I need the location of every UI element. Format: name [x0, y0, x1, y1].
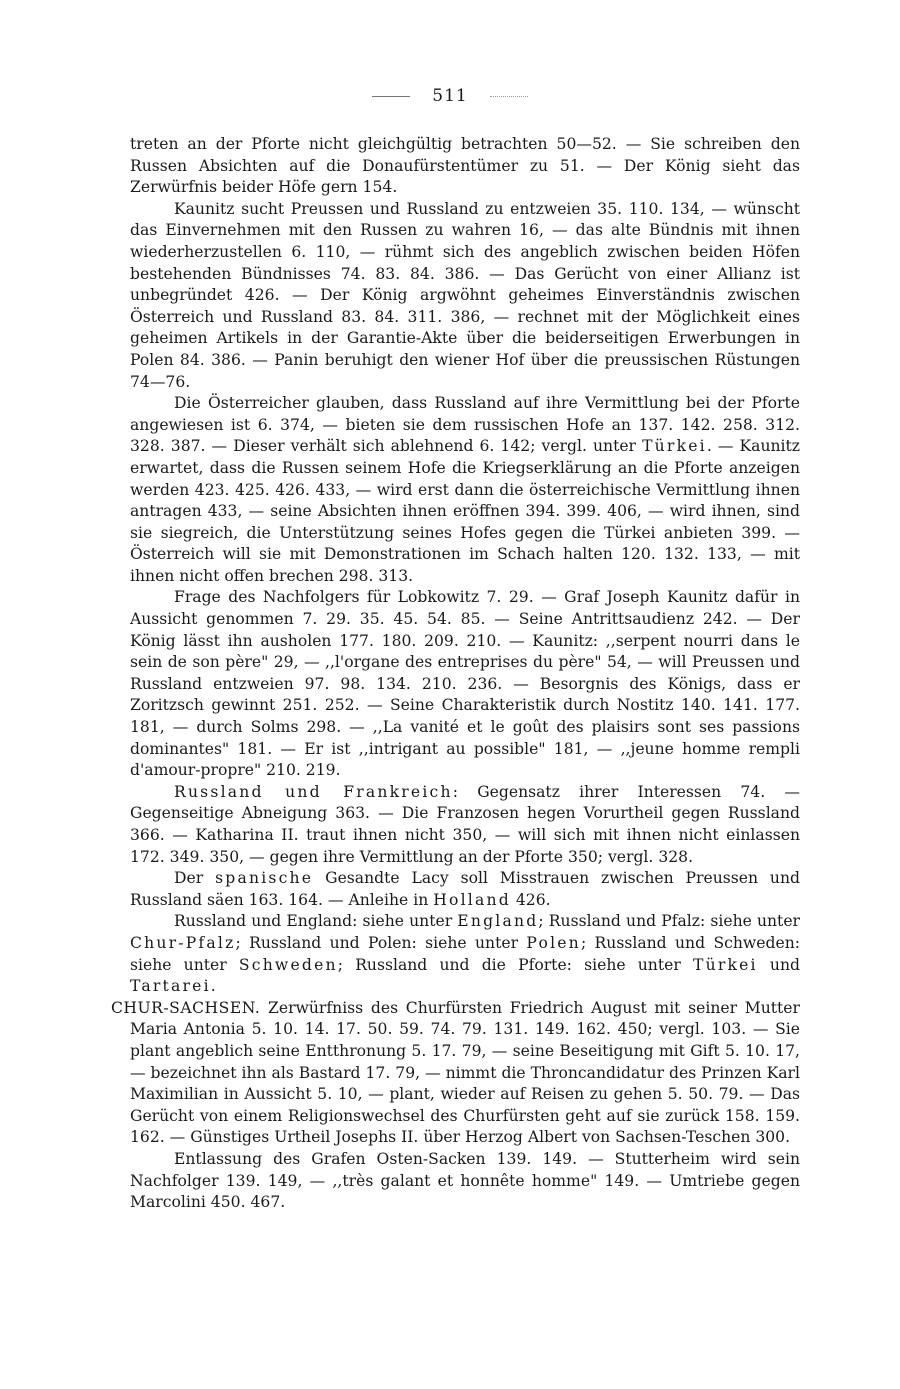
- index-paragraph: [130, 587, 800, 781]
- text-segment: ; Russland und die Pforte: siehe unter: [337, 955, 693, 974]
- text-segment: Frage des Nachfolgers für Lobkowitz 7. 29. — Graf Joseph Kaunitz dafür in Aussicht genommen 7. 29. 35. 45. 54. 85. — Seine Antrittsaudienz 242. — Der König lässt ihn ausholen 177. 180. 209. 210. — Kaunitz: ,,serpent nourri dans le sein de son père" 29, — ,,l'organe des entreprises du père" 54, — will Preussen und Russland entzweien 97. 98. 134. 210. 236. — Besorgnis des Königs, dass er Zoritzsch gewinnt 251. 252. — Seine Charakteristik durch Nostitz 140. 141. 177. 181, — durch Solms 298. — ,,La vanité et le goût des plaisirs sont ses passions dominantes" 181. — Er ist ,,intrigant au possible" 181, — ,,jeune homme rempli d'amour-propre" 210. 219.: [130, 588, 800, 780]
- text-segment: .: [210, 977, 216, 996]
- cross-reference: Russland und Frankreich: [174, 782, 453, 801]
- text-segment: Die Österreicher glauben, dass Russland auf ihre Vermittlung bei der Pforte angewiesen ist 6. 374, — bieten sie dem russischen Hofe an 137. 142. 258. 312. 328. 387. — Dieser verhält sich ablehnend 6. 142; vergl. unter: [130, 394, 800, 456]
- text-segment: ; Russland und Schweden: siehe unter: [130, 933, 800, 974]
- page-number: 511: [432, 86, 468, 106]
- text-segment: und: [757, 955, 800, 974]
- text-segment: Russland und England: siehe unter: [174, 912, 458, 931]
- cross-reference: Polen: [526, 933, 581, 952]
- index-paragraph: [130, 134, 800, 199]
- cross-reference: spanische: [215, 869, 314, 888]
- cross-reference: Tartarei: [130, 977, 211, 996]
- cross-reference: Türkei: [692, 955, 758, 974]
- text-segment: : Gegensatz ihrer Interessen 74. — Gegenseitige Abneigung 363. — Die Franzosen hegen Vorurtheil gegen Russland 366. — Katharina II. traut ihnen nicht 350, — will sich mit ihnen nicht einlassen 172. 349. 350, — gegen ihre Vermittlung an der Pforte 350; vergl. 328.: [130, 782, 800, 866]
- body-text: [111, 134, 801, 1214]
- index-paragraph: [130, 782, 800, 868]
- index-entry-paragraph: [111, 998, 800, 1149]
- index-paragraph: [130, 393, 800, 587]
- text-segment: Kaunitz sucht Preussen und Russland zu entzweien 35. 110. 134, — wünscht das Einvernehmen mit den Russen zu wahren 16, — das alte Bündnis mit ihnen wiederherzustellen 6. 110, — rühmt sich des angeblich zwischen beiden Höfen bestehenden Bündnisses 74. 83. 84. 386. — Das Gerücht von einer Allianz ist unbegründet 426. — Der König argwöhnt geheimes Einverständnis zwischen Österreich und Russland 83. 84. 311. 386, — rechnet mit der Möglichkeit eines geheimen Artikels in der Garantie-Akte über die beiderseitigen Erwerbungen in Polen 84. 386. — Panin beruhigt den wiener Hof über die preussischen Rüstungen 74—76.: [130, 199, 800, 391]
- text-segment: Der: [174, 869, 216, 888]
- index-paragraph: [130, 911, 800, 997]
- index-paragraph: [130, 1149, 800, 1214]
- text-segment: 426.: [510, 890, 551, 909]
- cross-reference: Chur-Pfalz: [130, 933, 236, 952]
- page-header: [0, 86, 900, 106]
- text-segment: Zerwürfniss des Churfürsten Friedrich August mit seiner Mutter Maria Antonia 5. 10. 14. 17. 50. 59. 74. 79. 131. 149. 162. 450; vergl. 103. — Sie plant angeblich seine Entthronung 5. 17. 79, — seine Beseitigung mit Gift 5. 10. 17, — bezeichnet ihn als Bastard 17. 79, — nimmt die Throncandidatur des Prinzen Karl Maximilian in Aussicht 5. 10, — plant, wieder auf Reisen zu gehen 5. 50. 79. — Das Gerücht von einem Religionswechsel des Churfürsten geht auf sie zurück 158. 159. 162. — Günstiges Urtheil Josephs II. über Herzog Albert von Sachsen-Teschen 300.: [130, 998, 800, 1147]
- cross-reference: Türkei: [642, 437, 707, 456]
- text-segment: ; Russland und Pfalz: siehe unter: [538, 912, 801, 931]
- text-segment: Entlassung des Grafen Osten-Sacken 139. 149. — Stutterheim wird sein Nachfolger 139. 149, — ,,très galant et honnête homme" 149. — Umtriebe gegen Marcolini 450. 467.: [130, 1149, 800, 1212]
- cross-reference: Schweden: [238, 955, 338, 974]
- index-paragraph: [130, 868, 800, 911]
- text-segment: ; Russland und Polen: siehe unter: [235, 933, 527, 952]
- text-segment: Gesandte Lacy soll Misstrauen zwischen Preussen und Russland säen 163. 164. — Anleihe in: [130, 869, 800, 909]
- index-paragraph: [130, 199, 800, 393]
- cross-reference: England: [457, 912, 539, 931]
- text-segment: . — Kaunitz erwartet, dass die Russen seinem Hofe die Kriegserklärung an die Pforte anzeigen werden 423. 425. 426. 433, — wird erst dann die österreichische Vermittlung ihnen antragen 433, — seine Absichten ihnen eröffnen 394. 399. 406, — wird ihnen, sind sie siegreich, die Unterstützung seines Hofes gegen die Türkei anbieten 399. — Österreich will sie mit Demonstrationen im Schach halten 120. 132. 133, — mit ihnen nicht offen brechen 298. 313.: [130, 437, 801, 585]
- text-segment: treten an der Pforte nicht gleichgültig betrachten 50—52. — Sie schreiben den Russen Absichten auf die Donaufürstentümer zu 51. — Der König sieht das Zerwürfnis beider Höfe gern 154.: [130, 135, 800, 197]
- entry-heading: CHUR-SACHSEN.: [111, 998, 261, 1017]
- header-rule-right: [490, 96, 528, 97]
- header-rule-left: [372, 96, 410, 97]
- cross-reference: Holland: [433, 890, 511, 909]
